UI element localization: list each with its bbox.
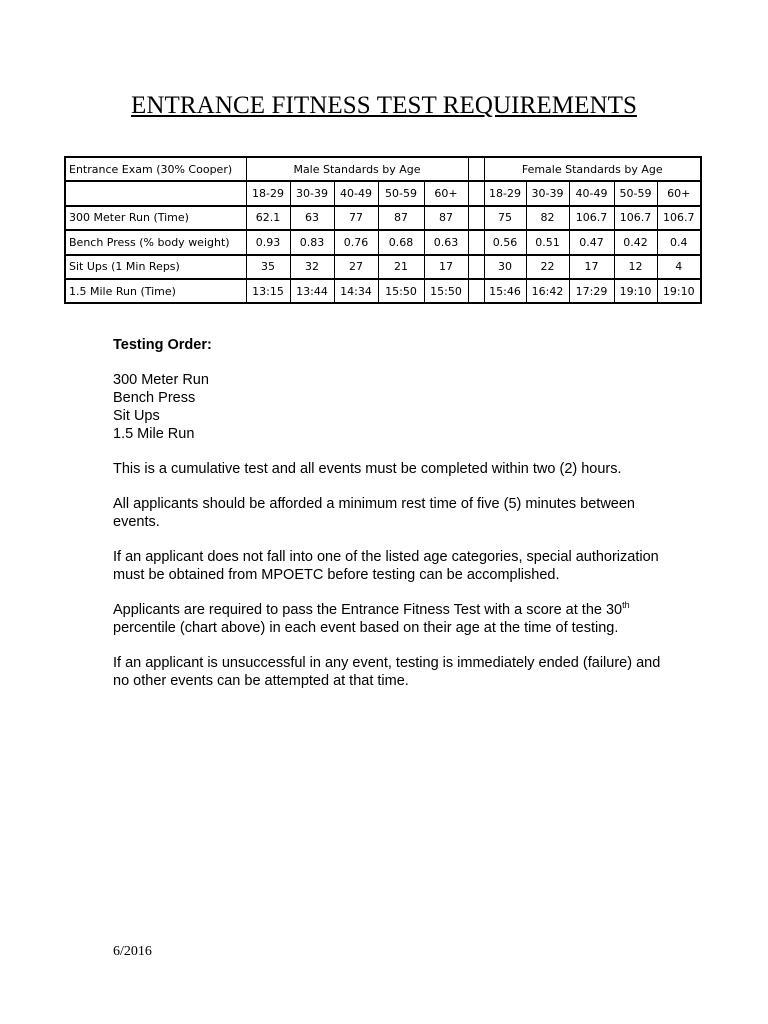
table-divider-cell bbox=[468, 181, 484, 205]
female-value: 4 bbox=[657, 255, 701, 279]
testing-section bbox=[113, 336, 673, 707]
list-item: 1.5 Mile Run bbox=[113, 426, 195, 442]
list-item: 300 Meter Run bbox=[113, 372, 209, 388]
age-group-row bbox=[65, 181, 701, 205]
fitness-standards-table bbox=[64, 156, 702, 304]
female-value: 19:10 bbox=[657, 279, 701, 303]
footer-date: 6/2016 bbox=[113, 944, 152, 959]
table-row bbox=[65, 279, 701, 303]
testing-order-heading: Testing Order: bbox=[113, 337, 212, 353]
male-value: 0.83 bbox=[290, 230, 334, 254]
male-age-group: 30-39 bbox=[290, 181, 334, 205]
male-value: 62.1 bbox=[246, 206, 290, 230]
male-value: 0.93 bbox=[246, 230, 290, 254]
failure-paragraph: If an applicant is unsuccessful in any event, testing is immediately ended (failure) and no other events can be attempted at that time. bbox=[113, 655, 661, 689]
ordinal-superscript: th bbox=[622, 600, 630, 610]
male-value: 87 bbox=[378, 206, 424, 230]
event-label: 1.5 Mile Run (Time) bbox=[65, 279, 246, 303]
table-row bbox=[65, 206, 701, 230]
table-divider-cell bbox=[468, 206, 484, 230]
male-value: 15:50 bbox=[378, 279, 424, 303]
male-age-group: 50-59 bbox=[378, 181, 424, 205]
event-label: 300 Meter Run (Time) bbox=[65, 206, 246, 230]
table-divider-cell bbox=[468, 279, 484, 303]
male-value: 13:15 bbox=[246, 279, 290, 303]
male-standards-header: Male Standards by Age bbox=[246, 157, 468, 181]
male-value: 0.76 bbox=[334, 230, 378, 254]
female-age-group: 18-29 bbox=[484, 181, 526, 205]
table-header-row bbox=[65, 157, 701, 181]
male-value: 0.63 bbox=[424, 230, 468, 254]
passing-score-text-start: Applicants are required to pass the Entrance Fitness Test with a score at the 30 bbox=[113, 602, 623, 618]
passing-score-paragraph bbox=[113, 601, 673, 637]
male-value: 35 bbox=[246, 255, 290, 279]
male-value: 21 bbox=[378, 255, 424, 279]
list-item: Sit Ups bbox=[113, 408, 160, 424]
female-age-group: 50-59 bbox=[614, 181, 657, 205]
female-age-group: 30-39 bbox=[526, 181, 569, 205]
female-value: 0.4 bbox=[657, 230, 701, 254]
testing-order-list bbox=[113, 371, 673, 443]
male-value: 87 bbox=[424, 206, 468, 230]
event-label: Bench Press (% body weight) bbox=[65, 230, 246, 254]
table-divider-cell bbox=[468, 230, 484, 254]
table-row bbox=[65, 255, 701, 279]
female-value: 17:29 bbox=[569, 279, 614, 303]
male-value: 0.68 bbox=[378, 230, 424, 254]
table-row bbox=[65, 230, 701, 254]
list-item: Bench Press bbox=[113, 390, 196, 406]
female-value: 0.47 bbox=[569, 230, 614, 254]
female-standards-header: Female Standards by Age bbox=[484, 157, 701, 181]
male-value: 63 bbox=[290, 206, 334, 230]
table-divider-cell bbox=[468, 255, 484, 279]
table-divider-cell bbox=[468, 157, 484, 181]
male-value: 27 bbox=[334, 255, 378, 279]
female-value: 75 bbox=[484, 206, 526, 230]
female-value: 0.56 bbox=[484, 230, 526, 254]
male-age-group: 60+ bbox=[424, 181, 468, 205]
female-value: 106.7 bbox=[657, 206, 701, 230]
event-label: Sit Ups (1 Min Reps) bbox=[65, 255, 246, 279]
cumulative-test-paragraph: This is a cumulative test and all events must be completed within two (2) hours. bbox=[113, 461, 622, 477]
female-age-group: 60+ bbox=[657, 181, 701, 205]
male-value: 14:34 bbox=[334, 279, 378, 303]
female-value: 0.42 bbox=[614, 230, 657, 254]
male-value: 15:50 bbox=[424, 279, 468, 303]
female-value: 30 bbox=[484, 255, 526, 279]
female-value: 19:10 bbox=[614, 279, 657, 303]
document-title: ENTRANCE FITNESS TEST REQUIREMENTS bbox=[131, 92, 637, 119]
male-age-group: 40-49 bbox=[334, 181, 378, 205]
male-value: 13:44 bbox=[290, 279, 334, 303]
female-value: 106.7 bbox=[614, 206, 657, 230]
empty-cell bbox=[65, 181, 246, 205]
female-value: 22 bbox=[526, 255, 569, 279]
female-value: 0.51 bbox=[526, 230, 569, 254]
male-value: 77 bbox=[334, 206, 378, 230]
female-value: 15:46 bbox=[484, 279, 526, 303]
female-value: 17 bbox=[569, 255, 614, 279]
female-value: 106.7 bbox=[569, 206, 614, 230]
male-value: 17 bbox=[424, 255, 468, 279]
female-value: 12 bbox=[614, 255, 657, 279]
female-value: 16:42 bbox=[526, 279, 569, 303]
age-category-paragraph: If an applicant does not fall into one of the listed age categories, special authorization must be obtained from MPOETC before testing can be accomplished. bbox=[113, 549, 659, 583]
female-age-group: 40-49 bbox=[569, 181, 614, 205]
rest-time-paragraph: All applicants should be afforded a minimum rest time of five (5) minutes between events. bbox=[113, 496, 635, 530]
table-corner-label: Entrance Exam (30% Cooper) bbox=[65, 157, 246, 181]
passing-score-text-end: percentile (chart above) in each event based on their age at the time of testing. bbox=[113, 620, 619, 636]
male-age-group: 18-29 bbox=[246, 181, 290, 205]
female-value: 82 bbox=[526, 206, 569, 230]
male-value: 32 bbox=[290, 255, 334, 279]
